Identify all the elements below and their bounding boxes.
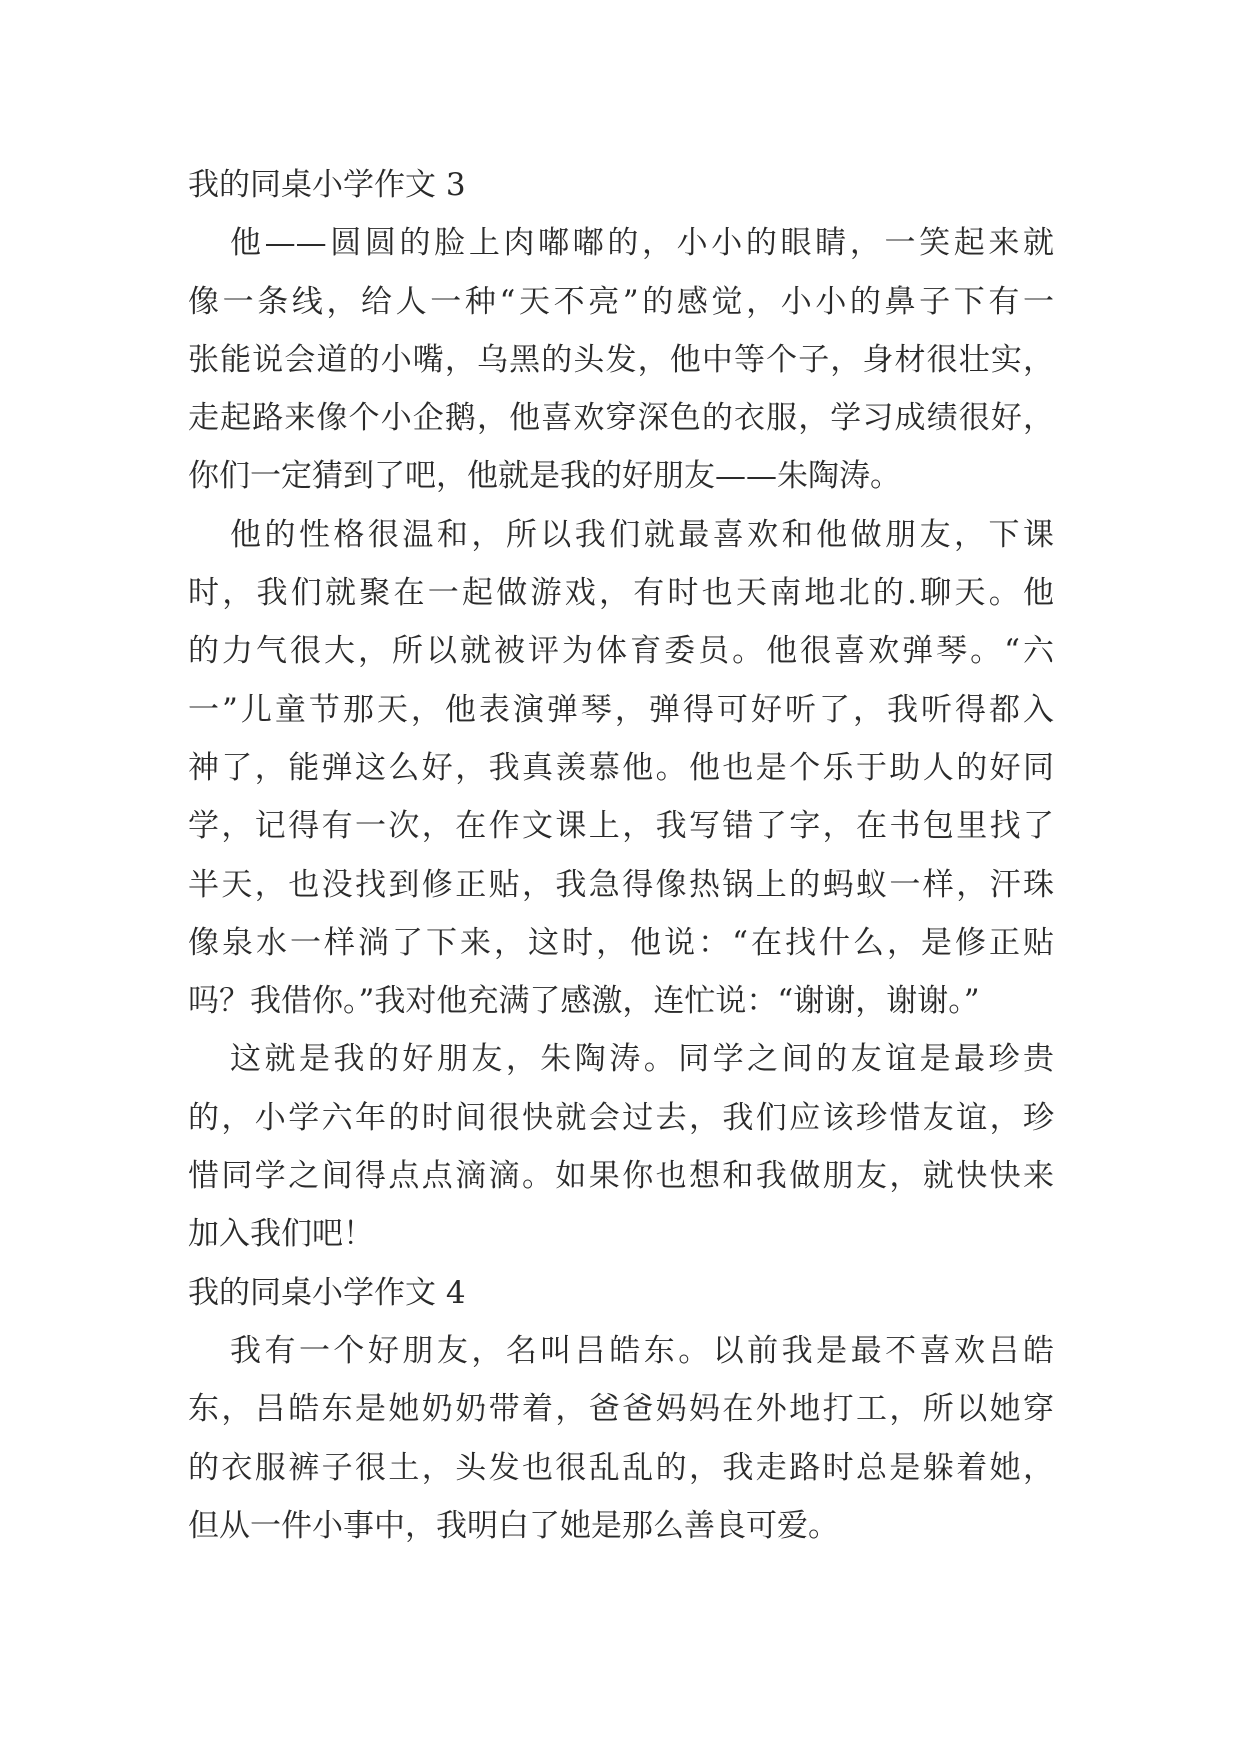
- section-title: 我的同桌小学作文 3: [188, 167, 466, 203]
- text-line: 像一条线，给人一种“天不亮”的感觉，小小的鼻子下有一: [188, 283, 1054, 320]
- text-line: 你们一定猜到了吧，他就是我的好朋友——朱陶涛。: [188, 458, 901, 495]
- text-line: 但从一件小事中，我明白了她是那么善良可爱。: [188, 1507, 839, 1544]
- text-line: 半天，也没找到修正贴，我急得像热锅上的蚂蚁一样，汗珠: [188, 866, 1054, 903]
- essay-section: [188, 1264, 1054, 1555]
- text-line: 他——圆圆的脸上肉嘟嘟的，小小的眼睛，一笑起来就: [230, 225, 1054, 262]
- text-line: 东，吕皓东是她奶奶带着，爸爸妈妈在外地打工，所以她穿: [188, 1391, 1054, 1428]
- text-line: 神了，能弹这么好，我真羡慕他。他也是个乐于助人的好同: [188, 749, 1054, 786]
- text-line: 我有一个好朋友，名叫吕皓东。以前我是最不喜欢吕皓: [230, 1332, 1054, 1369]
- text-line: 像泉水一样淌了下来，这时，他说：“在找什么，是修正贴: [188, 924, 1054, 961]
- text-line: 一”儿童节那天，他表演弹琴，弹得可好听了，我听得都入: [188, 691, 1054, 728]
- text-line: 学，记得有一次，在作文课上，我写错了字，在书包里找了: [188, 808, 1054, 845]
- text-line: 加入我们吧！: [188, 1216, 374, 1253]
- text-line: 张能说会道的小嘴，乌黑的头发，他中等个子，身材很壮实，: [188, 341, 1054, 378]
- text-line: 他的性格很温和，所以我们就最喜欢和他做朋友，下课: [230, 516, 1054, 553]
- text-line: 惜同学之间得点点滴滴。如果你也想和我做朋友，就快快来: [188, 1158, 1054, 1195]
- text-line: 走起路来像个小企鹅，他喜欢穿深色的衣服，学习成绩很好，: [188, 400, 1054, 437]
- paragraph: [188, 506, 1054, 1031]
- text-line: 这就是我的好朋友，朱陶涛。同学之间的友谊是最珍贵: [230, 1041, 1054, 1078]
- text-line: 的，小学六年的时间很快就会过去，我们应该珍惜友谊，珍: [188, 1099, 1054, 1136]
- essay-section: [188, 156, 1054, 1264]
- document-body: [188, 156, 1054, 1555]
- text-line: 时，我们就聚在一起做游戏，有时也天南地北的.聊天。他: [188, 575, 1054, 612]
- paragraph: [188, 1030, 1054, 1263]
- paragraph: [188, 1322, 1054, 1555]
- section-title: 我的同桌小学作文 4: [188, 1274, 466, 1311]
- text-line: 的衣服裤子很土，头发也很乱乱的，我走路时总是躲着她，: [188, 1449, 1054, 1486]
- text-line: 的力气很大，所以就被评为体育委员。他很喜欢弹琴。“六: [188, 633, 1054, 670]
- text-line: 吗？我借你。”我对他充满了感激，连忙说：“谢谢，谢谢。”: [188, 983, 980, 1020]
- paragraph: [188, 214, 1054, 505]
